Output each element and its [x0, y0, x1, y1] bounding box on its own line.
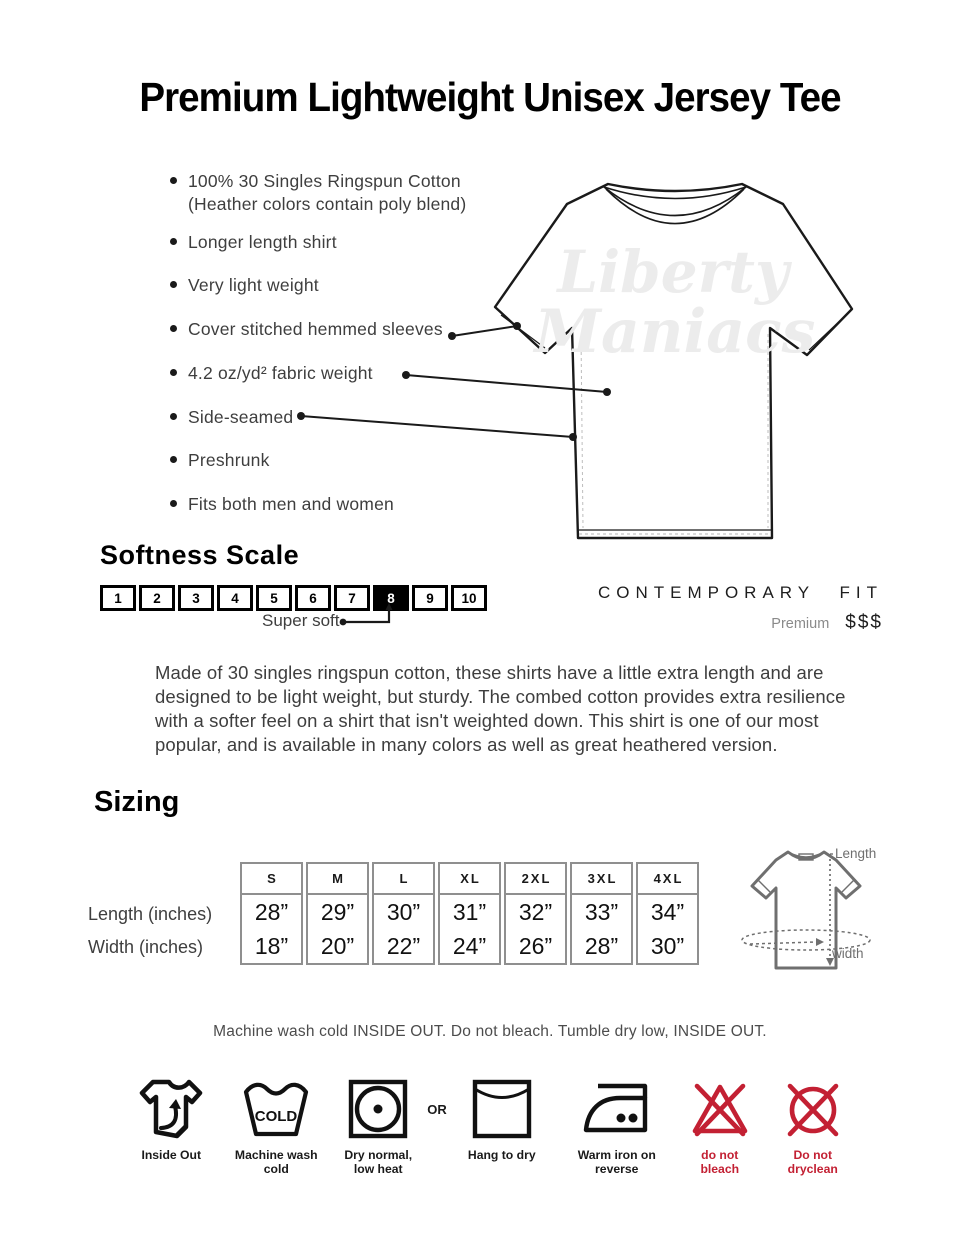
sizing-row-labels [88, 898, 212, 964]
size-header: 4XL [638, 864, 697, 895]
feature-list [168, 170, 486, 537]
svg-text:Maniacs: Maniacs [534, 297, 816, 367]
size-column-xl [438, 862, 501, 965]
care-item-hang-to-dry [455, 1074, 549, 1162]
length-cell: 34” [650, 898, 685, 925]
feature-item: Very light weight [168, 274, 486, 297]
care-item-do-not-bleach [683, 1074, 757, 1176]
width-row-label: Width (inches) [88, 937, 204, 957]
feature-item: Cover stitched hemmed sleeves [168, 318, 486, 341]
width-cell: 26” [518, 932, 553, 959]
fit-tier-label: Premium [771, 616, 830, 632]
scale-box-9: 9 [412, 585, 448, 611]
sizing-table [240, 862, 699, 965]
feature-item: 100% 30 Singles Ringspun Cotton (Heather colors contain poly blend) [168, 170, 486, 216]
size-header: 2XL [506, 864, 565, 895]
size-column-4xl [636, 862, 699, 965]
width-cell: 22” [386, 932, 421, 959]
super-soft-label: Super soft [262, 611, 340, 630]
scale-box-2: 2 [139, 585, 175, 611]
softness-scale-heading: Softness Scale [100, 540, 300, 570]
length-row-label: Length (inches) [88, 904, 213, 924]
or-separator-label: OR [427, 1102, 447, 1117]
fit-price-label: $$$ [845, 612, 883, 633]
width-cell: 20” [320, 932, 355, 959]
size-header: L [374, 864, 433, 895]
length-cell: 28” [254, 898, 289, 925]
dry-normal-low-heat-icon [347, 1078, 409, 1140]
feature-item: Side-seamed [168, 406, 486, 429]
size-header: 3XL [572, 864, 631, 895]
care-item-inside-out [125, 1074, 217, 1162]
size-column-l [372, 862, 435, 965]
size-header: XL [440, 864, 499, 895]
care-label: do not bleach [700, 1148, 740, 1177]
feature-item: Longer length shirt [168, 231, 486, 254]
scale-box-6: 6 [295, 585, 331, 611]
super-soft-arrow-icon [338, 601, 400, 629]
length-diagram-label: Length [835, 846, 877, 861]
width-cell: 30” [650, 932, 685, 959]
width-cell: 18” [254, 932, 289, 959]
care-item-dry-normal [333, 1074, 423, 1176]
warm-iron-reverse-icon [581, 1078, 653, 1140]
scale-box-8-selected: 8 [373, 585, 409, 611]
size-column-m [306, 862, 369, 965]
softness-scale [100, 585, 487, 611]
size-header: M [308, 864, 367, 895]
scale-box-1: 1 [100, 585, 136, 611]
length-cell: 33” [584, 898, 619, 925]
page-title: Premium Lightweight Unisex Jersey Tee [139, 74, 841, 120]
length-cell: 29” [320, 898, 355, 925]
svg-text:Liberty: Liberty [557, 238, 789, 306]
do-not-bleach-icon [689, 1078, 751, 1140]
care-label: Dry normal, low heat [344, 1148, 413, 1177]
length-cell: 30” [386, 898, 421, 925]
care-label: Machine wash cold [234, 1148, 318, 1177]
size-column-2xl [504, 862, 567, 965]
measurement-diagram [732, 840, 902, 985]
scale-box-5: 5 [256, 585, 292, 611]
size-header: S [242, 864, 301, 895]
scale-box-4: 4 [217, 585, 253, 611]
care-label: Do not dryclean [787, 1148, 838, 1177]
care-label: Hang to dry [467, 1148, 536, 1162]
cold-glyph-text: COLD [255, 1108, 298, 1125]
length-cell: 32” [518, 898, 553, 925]
width-diagram-label: width [832, 946, 864, 961]
care-item-do-not-dryclean [771, 1074, 855, 1176]
scale-box-7: 7 [334, 585, 370, 611]
hang-to-dry-icon [471, 1078, 533, 1140]
feature-item: Preshrunk [168, 449, 486, 472]
care-icons-row [0, 1074, 980, 1176]
sizing-heading: Sizing [94, 786, 180, 818]
do-not-dryclean-icon [780, 1078, 846, 1140]
inside-out-icon [137, 1075, 205, 1143]
care-label: Warm iron on reverse [577, 1148, 656, 1177]
care-item-warm-iron [569, 1074, 665, 1176]
feature-item: Fits both men and women [168, 493, 486, 516]
tshirt-illustration [0, 0, 980, 620]
width-cell: 24” [452, 932, 487, 959]
machine-wash-cold-icon [243, 1079, 309, 1139]
watermark-logo [533, 238, 816, 367]
length-cell: 31” [452, 898, 487, 925]
size-column-s [240, 862, 303, 965]
feature-item: 4.2 oz/yd² fabric weight [168, 362, 486, 385]
fit-block [598, 583, 883, 634]
scale-box-3: 3 [178, 585, 214, 611]
product-description: Made of 30 singles ringspun cotton, these shirts have a little extra length and are designed to be light weight, but sturdy. The combed cotton provides extra resilience with a softer feel on a shirt that isn't weighted down. This shirt is one of our most popular, and is available in many colors as well as great heathered version. [155, 662, 846, 756]
care-instructions-text: Machine wash cold INSIDE OUT. Do not bleach. Tumble dry low, INSIDE OUT. [213, 1023, 767, 1040]
scale-box-10: 10 [451, 585, 487, 611]
care-item-machine-wash-cold [233, 1074, 319, 1176]
care-label: Inside Out [141, 1148, 202, 1162]
width-cell: 28” [584, 932, 619, 959]
fit-style-label: CONTEMPORARY FIT [597, 583, 883, 602]
size-column-3xl [570, 862, 633, 965]
